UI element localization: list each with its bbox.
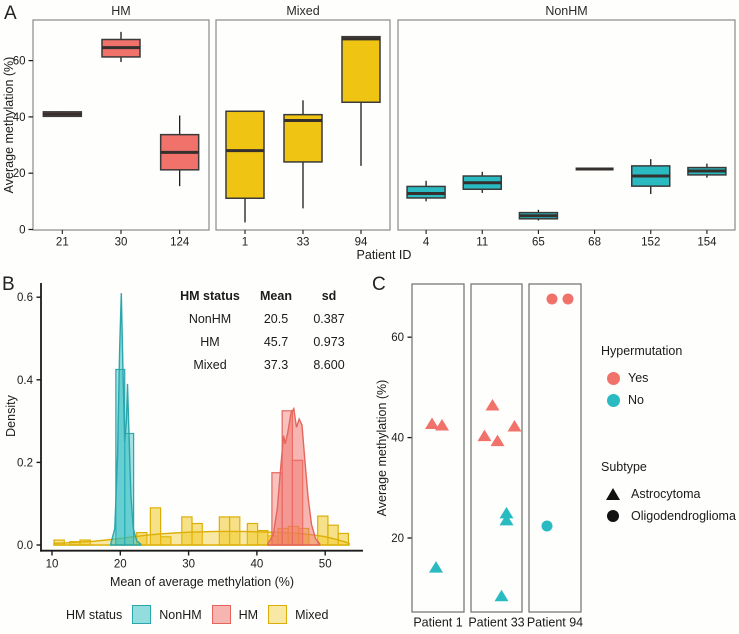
- scatter-point-circle: [563, 294, 574, 305]
- scatter-point-triangle: [491, 435, 505, 447]
- x-tick-label: 94: [354, 236, 368, 249]
- x-tick-label: 50: [318, 558, 332, 571]
- subtype-legend: [601, 460, 736, 527]
- stats-cell: 8.600: [313, 358, 345, 372]
- no-dot-icon: [607, 394, 620, 407]
- x-tick-label: 30: [114, 236, 128, 249]
- boxplot-box: [342, 37, 380, 103]
- legend-label: HM: [238, 607, 259, 622]
- x-tick-label: 65: [532, 236, 545, 249]
- y-axis-title: Density: [4, 395, 18, 437]
- legend-label: NonHM: [159, 607, 202, 622]
- stats-cell: Mixed: [193, 358, 227, 372]
- legend-item-mixed: [268, 605, 328, 624]
- stats-header-mean: Mean: [260, 289, 292, 303]
- y-tick-label: 20: [12, 168, 26, 181]
- x-tick-label: 4: [422, 236, 430, 249]
- y-tick-label: 0.4: [17, 374, 33, 387]
- stats-table: [168, 289, 358, 372]
- stats-header-sd: sd: [321, 289, 337, 303]
- x-tick-label: 124: [170, 236, 190, 249]
- scatter-point-triangle: [495, 590, 509, 602]
- panel-label-b: B: [2, 274, 15, 295]
- x-tick-label: 154: [697, 236, 717, 249]
- legend-label: No: [628, 393, 644, 407]
- legend-item-yes: [601, 367, 682, 389]
- x-tick-label: 33: [296, 236, 310, 249]
- facet-x-label: Patient 33: [468, 615, 525, 630]
- legend-label: Oligodendroglioma: [631, 509, 736, 523]
- scatter-point-circle: [547, 294, 558, 305]
- legend-label: Yes: [628, 371, 649, 385]
- stats-cell: 0.973: [313, 335, 345, 349]
- facet-border: [398, 20, 735, 230]
- x-tick-label: 21: [55, 236, 69, 249]
- astrocytoma-triangle-icon: [605, 487, 621, 501]
- x-tick-label: 10: [45, 558, 59, 571]
- stats-cell: NonHM: [188, 312, 232, 326]
- x-tick-label: 20: [113, 558, 127, 571]
- facet-title: Mixed: [286, 4, 320, 18]
- y-tick-label: 0.2: [17, 457, 33, 470]
- legend-label: Astrocytoma: [631, 487, 701, 501]
- oligodendroglioma-circle-icon: [605, 509, 621, 523]
- y-axis-title: Average methylation (%): [2, 56, 16, 194]
- y-tick-label: 60: [12, 55, 26, 68]
- subtype-legend-title: Subtype: [601, 460, 647, 474]
- facet-x-label: Patient 94: [526, 615, 584, 630]
- y-tick-label: 40: [391, 432, 404, 445]
- legend-item-astrocytoma: [601, 483, 736, 505]
- x-tick-label: 11: [476, 236, 489, 249]
- facet-x-label: Patient 1: [413, 615, 463, 630]
- y-tick-label: 40: [12, 111, 26, 124]
- mixed-swatch-icon: [268, 605, 287, 624]
- y-tick-label: 0.0: [17, 540, 33, 552]
- boxplot-box: [226, 111, 264, 198]
- scatter-point-triangle: [429, 561, 443, 573]
- legend-item-no: [601, 389, 682, 411]
- x-axis-title: Patient ID: [356, 248, 412, 262]
- scatter-point-triangle: [478, 430, 492, 442]
- facet-border: [412, 284, 464, 612]
- x-tick-label: 152: [641, 236, 661, 249]
- scatter-point-triangle: [435, 419, 449, 431]
- nonhm-swatch-icon: [132, 605, 151, 624]
- hypermutation-legend-title: Hypermutation: [601, 344, 683, 358]
- stats-cell: 20.5: [263, 312, 289, 326]
- stats-header-hm-status: HM status: [180, 289, 240, 303]
- scatter-point-triangle: [486, 399, 500, 411]
- x-tick-label: 40: [250, 558, 264, 571]
- legend-item-oligodendroglioma: [601, 505, 736, 527]
- y-tick-label: 20: [391, 533, 404, 545]
- x-tick-label: 1: [241, 236, 249, 249]
- scatter-point-circle: [542, 520, 553, 531]
- hm-status-legend: [66, 605, 328, 624]
- facet-title: HM: [111, 4, 131, 18]
- stats-cell: 45.7: [263, 335, 289, 349]
- facet-border: [471, 284, 522, 612]
- facet-border: [529, 284, 581, 612]
- x-axis-title: Mean of average methylation (%): [109, 575, 295, 589]
- legend-item-nonhm: [132, 605, 201, 624]
- y-axis-title: Average methylation (%): [375, 379, 389, 517]
- hm-status-legend-title: HM status: [66, 607, 123, 622]
- yes-dot-icon: [607, 372, 620, 385]
- hm-swatch-icon: [212, 605, 231, 624]
- y-tick-label: 0: [19, 224, 26, 237]
- panel-label-a: A: [4, 3, 17, 24]
- x-tick-label: 30: [182, 558, 195, 571]
- hypermutation-legend: [601, 344, 682, 411]
- y-tick-label: 60: [391, 332, 404, 345]
- legend-item-hm: [212, 605, 258, 624]
- density-curve-nonhm: [111, 293, 141, 545]
- stats-cell: 37.3: [263, 358, 289, 372]
- x-tick-label: 68: [588, 236, 601, 249]
- stats-cell: HM: [200, 335, 220, 349]
- scatter-point-triangle: [425, 418, 439, 430]
- scatter-point-triangle: [508, 420, 522, 432]
- legend-label: Mixed: [295, 607, 329, 622]
- stats-cell: 0.387: [313, 312, 345, 326]
- y-tick-label: 0.6: [17, 292, 33, 305]
- panel-label-c: C: [372, 274, 386, 295]
- facet-title: NonHM: [545, 4, 588, 18]
